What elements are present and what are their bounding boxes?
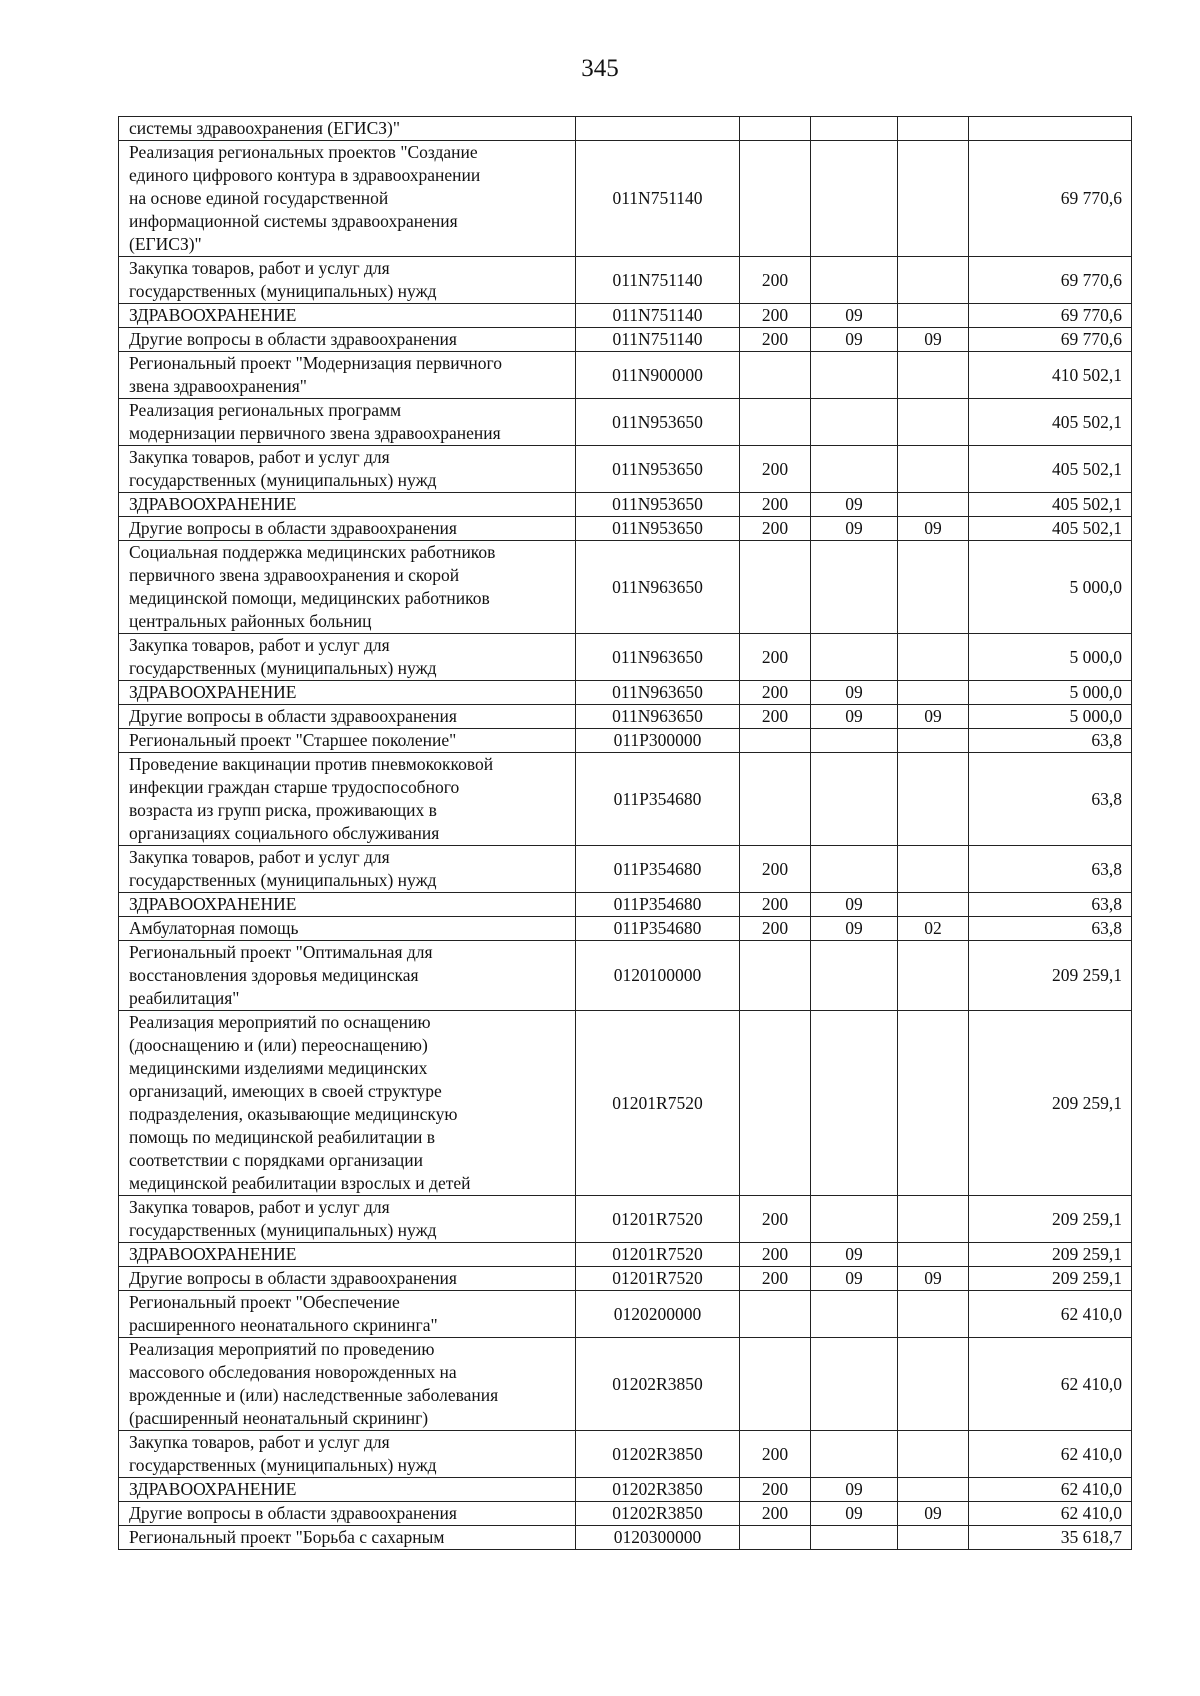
cell-subsection [898,1338,969,1431]
cell-name-line: Реализация мероприятий по проведению [129,1339,435,1359]
cell-name [119,846,576,893]
cell-subsection: 09 [898,1502,969,1526]
cell-name [119,1291,576,1338]
cell-section [811,634,898,681]
cell-subsection [898,1431,969,1478]
cell-section [811,1431,898,1478]
cell-name-line: центральных районных больниц [129,611,372,631]
cell-target-code: 011N953650 [576,493,740,517]
cell-target-code: 011N953650 [576,517,740,541]
cell-name-line: Другие вопросы в области здравоохранения [129,518,457,538]
cell-amount: 5 000,0 [969,705,1132,729]
cell-section [811,1338,898,1431]
cell-subsection [898,893,969,917]
cell-expense-type: 200 [740,517,811,541]
cell-name-line: ЗДРАВООХРАНЕНИЕ [129,894,297,914]
cell-name [119,1243,576,1267]
cell-name-line: Социальная поддержка медицинских работников [129,542,496,562]
table-row [119,1338,1132,1431]
cell-name-line: Реализация мероприятий по оснащению [129,1012,431,1032]
cell-target-code: 011N953650 [576,399,740,446]
table-row [119,846,1132,893]
cell-name [119,446,576,493]
cell-expense-type: 200 [740,1502,811,1526]
cell-target-code: 01202R3850 [576,1478,740,1502]
cell-name [119,541,576,634]
cell-target-code: 01201R7520 [576,1267,740,1291]
cell-name [119,1267,576,1291]
table-row [119,493,1132,517]
cell-subsection [898,352,969,399]
table-row [119,705,1132,729]
cell-amount: 69 770,6 [969,328,1132,352]
cell-name-line: государственных (муниципальных) нужд [129,870,437,890]
cell-expense-type [740,541,811,634]
table-row [119,117,1132,141]
cell-name [119,893,576,917]
cell-name [119,1011,576,1196]
cell-expense-type: 200 [740,1431,811,1478]
cell-target-code: 011N963650 [576,634,740,681]
cell-name [119,753,576,846]
cell-section [811,753,898,846]
cell-name-line: ЗДРАВООХРАНЕНИЕ [129,305,297,325]
cell-section [811,117,898,141]
cell-amount: 63,8 [969,753,1132,846]
cell-target-code: 011N963650 [576,681,740,705]
cell-subsection [898,1478,969,1502]
cell-section [811,846,898,893]
cell-name-line: модернизации первичного звена здравоохранения [129,423,501,443]
cell-name-line: (расширенный неонатальный скрининг) [129,1408,429,1428]
cell-subsection [898,846,969,893]
cell-subsection: 09 [898,1267,969,1291]
cell-section: 09 [811,493,898,517]
cell-subsection [898,1011,969,1196]
cell-name [119,1431,576,1478]
cell-name-line: Региональный проект "Старшее поколение" [129,730,457,750]
cell-target-code: 011N751140 [576,141,740,257]
cell-subsection: 02 [898,917,969,941]
cell-section: 09 [811,1502,898,1526]
cell-name-line: единого цифрового контура в здравоохранении [129,165,481,185]
cell-target-code: 01202R3850 [576,1431,740,1478]
cell-amount: 209 259,1 [969,1267,1132,1291]
table-row [119,941,1132,1011]
cell-subsection [898,493,969,517]
cell-name-line: Закупка товаров, работ и услуг для [129,258,390,278]
cell-name [119,352,576,399]
cell-name-line: системы здравоохранения (ЕГИСЗ)" [129,118,400,138]
cell-amount: 62 410,0 [969,1338,1132,1431]
cell-name-line: помощь по медицинской реабилитации в [129,1127,436,1147]
cell-name-line: государственных (муниципальных) нужд [129,281,437,301]
cell-expense-type: 200 [740,681,811,705]
table-row [119,541,1132,634]
cell-target-code: 011N900000 [576,352,740,399]
table-row [119,753,1132,846]
cell-section: 09 [811,681,898,705]
cell-name-line: восстановления здоровья медицинская [129,965,419,985]
table-row [119,257,1132,304]
cell-amount: 63,8 [969,893,1132,917]
cell-subsection [898,541,969,634]
table-row [119,1011,1132,1196]
cell-target-code: 011N751140 [576,257,740,304]
cell-section: 09 [811,917,898,941]
cell-name-line: возраста из групп риска, проживающих в [129,800,437,820]
table-row [119,328,1132,352]
cell-target-code: 01202R3850 [576,1502,740,1526]
table-row [119,1267,1132,1291]
table-row [119,634,1132,681]
table-row [119,517,1132,541]
cell-name-line: массового обследования новорожденных на [129,1362,457,1382]
cell-name-line: организациях социального обслуживания [129,823,440,843]
cell-expense-type [740,1291,811,1338]
cell-name-line: Реализация региональных проектов "Создание [129,142,478,162]
cell-expense-type: 200 [740,1243,811,1267]
cell-name-line: Другие вопросы в области здравоохранения [129,1503,457,1523]
table-row [119,352,1132,399]
cell-section [811,1291,898,1338]
cell-section [811,541,898,634]
cell-expense-type [740,1011,811,1196]
cell-name [119,1478,576,1502]
cell-section: 09 [811,1267,898,1291]
cell-name-line: Региональный проект "Оптимальная для [129,942,433,962]
cell-expense-type: 200 [740,304,811,328]
cell-name-line: информационной системы здравоохранения [129,211,458,231]
cell-target-code: 011N963650 [576,705,740,729]
cell-name-line: (дооснащению и (или) переоснащению) [129,1035,428,1055]
cell-expense-type: 200 [740,1267,811,1291]
cell-target-code: 0120200000 [576,1291,740,1338]
cell-section: 09 [811,1243,898,1267]
cell-target-code: 01202R3850 [576,1338,740,1431]
cell-name-line: подразделения, оказывающие медицинскую [129,1104,458,1124]
cell-name [119,117,576,141]
cell-amount: 405 502,1 [969,446,1132,493]
cell-name [119,1502,576,1526]
cell-target-code: 01201R7520 [576,1243,740,1267]
cell-name-line: первичного звена здравоохранения и скорой [129,565,460,585]
cell-name-line: Другие вопросы в области здравоохранения [129,329,457,349]
table-row [119,893,1132,917]
cell-name-line: ЗДРАВООХРАНЕНИЕ [129,1479,297,1499]
cell-expense-type [740,941,811,1011]
cell-subsection [898,257,969,304]
cell-name-line: Региональный проект "Обеспечение [129,1292,400,1312]
cell-name-line: реабилитация" [129,988,240,1008]
table-row [119,1431,1132,1478]
cell-subsection [898,399,969,446]
cell-amount: 410 502,1 [969,352,1132,399]
cell-name-line: ЗДРАВООХРАНЕНИЕ [129,494,297,514]
cell-expense-type: 200 [740,846,811,893]
cell-expense-type [740,117,811,141]
cell-name-line: врожденные и (или) наследственные заболевания [129,1385,499,1405]
cell-amount [969,117,1132,141]
cell-subsection [898,681,969,705]
cell-target-code: 011N953650 [576,446,740,493]
cell-expense-type: 200 [740,493,811,517]
cell-name-line: Реализация региональных программ [129,400,402,420]
cell-name-line: организаций, имеющих в своей структуре [129,1081,442,1101]
cell-target-code: 011N751140 [576,328,740,352]
budget-table-body [119,117,1132,1550]
cell-amount: 63,8 [969,917,1132,941]
cell-target-code: 011N963650 [576,541,740,634]
cell-amount: 5 000,0 [969,541,1132,634]
cell-name [119,1338,576,1431]
cell-name [119,141,576,257]
cell-expense-type: 200 [740,1478,811,1502]
cell-expense-type [740,753,811,846]
cell-name [119,917,576,941]
cell-subsection: 09 [898,517,969,541]
cell-section [811,257,898,304]
cell-section [811,1011,898,1196]
cell-amount: 69 770,6 [969,257,1132,304]
cell-name-line: звена здравоохранения" [129,376,307,396]
cell-name-line: на основе единой государственной [129,188,389,208]
cell-expense-type [740,352,811,399]
table-row [119,1291,1132,1338]
cell-expense-type: 200 [740,328,811,352]
cell-section: 09 [811,517,898,541]
cell-target-code: 011P354680 [576,846,740,893]
cell-name-line: Закупка товаров, работ и услуг для [129,1432,390,1452]
cell-amount: 209 259,1 [969,1243,1132,1267]
cell-name [119,257,576,304]
cell-name [119,729,576,753]
cell-subsection [898,1243,969,1267]
table-row [119,304,1132,328]
cell-expense-type: 200 [740,705,811,729]
cell-subsection [898,446,969,493]
cell-target-code: 01201R7520 [576,1196,740,1243]
cell-name-line: медицинской реабилитации взрослых и детей [129,1173,471,1193]
cell-subsection [898,141,969,257]
table-row [119,1243,1132,1267]
cell-section: 09 [811,893,898,917]
cell-name-line: государственных (муниципальных) нужд [129,470,437,490]
cell-target-code: 011P354680 [576,917,740,941]
table-row [119,1196,1132,1243]
cell-subsection [898,304,969,328]
cell-subsection [898,1526,969,1550]
table-row [119,399,1132,446]
cell-section [811,446,898,493]
cell-expense-type [740,729,811,753]
cell-amount: 405 502,1 [969,517,1132,541]
cell-section: 09 [811,304,898,328]
cell-name-line: Закупка товаров, работ и услуг для [129,847,390,867]
cell-name-line: ЗДРАВООХРАНЕНИЕ [129,682,297,702]
cell-subsection: 09 [898,705,969,729]
cell-name [119,517,576,541]
cell-name [119,328,576,352]
cell-subsection [898,1196,969,1243]
cell-amount: 62 410,0 [969,1502,1132,1526]
cell-amount: 209 259,1 [969,1011,1132,1196]
cell-name-line: (ЕГИСЗ)" [129,234,202,254]
cell-amount: 5 000,0 [969,634,1132,681]
cell-name [119,705,576,729]
cell-name [119,1196,576,1243]
cell-expense-type [740,1338,811,1431]
cell-amount: 62 410,0 [969,1291,1132,1338]
table-row [119,1478,1132,1502]
cell-name [119,941,576,1011]
cell-name-line: Другие вопросы в области здравоохранения [129,706,457,726]
cell-expense-type [740,141,811,257]
cell-subsection [898,634,969,681]
cell-amount: 35 618,7 [969,1526,1132,1550]
cell-subsection [898,753,969,846]
cell-name [119,304,576,328]
cell-target-code: 0120300000 [576,1526,740,1550]
table-row [119,729,1132,753]
cell-expense-type [740,1526,811,1550]
cell-name [119,493,576,517]
cell-name-line: Амбулаторная помощь [129,918,299,938]
cell-name [119,634,576,681]
cell-name-line: медицинской помощи, медицинских работников [129,588,490,608]
cell-expense-type: 200 [740,917,811,941]
cell-expense-type [740,399,811,446]
cell-amount: 62 410,0 [969,1431,1132,1478]
cell-name [119,399,576,446]
cell-section [811,141,898,257]
cell-expense-type: 200 [740,893,811,917]
cell-subsection [898,117,969,141]
cell-name-line: Закупка товаров, работ и услуг для [129,635,390,655]
cell-section: 09 [811,1478,898,1502]
page-number: 345 [581,55,619,82]
cell-name-line: Закупка товаров, работ и услуг для [129,447,390,467]
cell-section [811,399,898,446]
cell-subsection [898,941,969,1011]
cell-name [119,1526,576,1550]
cell-name-line: Региональный проект "Борьба с сахарным [129,1527,445,1547]
cell-amount: 405 502,1 [969,493,1132,517]
cell-amount: 209 259,1 [969,1196,1132,1243]
cell-target-code [576,117,740,141]
cell-name-line: расширенного неонатального скрининга" [129,1315,438,1335]
cell-name-line: государственных (муниципальных) нужд [129,1455,437,1475]
cell-target-code: 011P354680 [576,753,740,846]
cell-section [811,729,898,753]
cell-expense-type: 200 [740,1196,811,1243]
table-row [119,1502,1132,1526]
cell-expense-type: 200 [740,257,811,304]
cell-expense-type: 200 [740,446,811,493]
cell-target-code: 0120100000 [576,941,740,1011]
cell-amount: 5 000,0 [969,681,1132,705]
cell-amount: 69 770,6 [969,141,1132,257]
cell-name-line: ЗДРАВООХРАНЕНИЕ [129,1244,297,1264]
table-row [119,917,1132,941]
cell-section: 09 [811,705,898,729]
cell-subsection [898,1291,969,1338]
cell-name-line: государственных (муниципальных) нужд [129,658,437,678]
cell-target-code: 011N751140 [576,304,740,328]
cell-section [811,1526,898,1550]
cell-amount: 62 410,0 [969,1478,1132,1502]
table-row [119,681,1132,705]
cell-subsection: 09 [898,328,969,352]
cell-amount: 209 259,1 [969,941,1132,1011]
cell-target-code: 011P300000 [576,729,740,753]
cell-name-line: соответствии с порядками организации [129,1150,423,1170]
cell-name-line: государственных (муниципальных) нужд [129,1220,437,1240]
cell-section [811,352,898,399]
budget-table [118,116,1132,1550]
cell-subsection [898,729,969,753]
cell-amount: 63,8 [969,846,1132,893]
table-row [119,141,1132,257]
cell-name-line: инфекции граждан старше трудоспособного [129,777,460,797]
cell-name [119,681,576,705]
cell-section: 09 [811,328,898,352]
cell-section [811,1196,898,1243]
cell-name-line: Другие вопросы в области здравоохранения [129,1268,457,1288]
cell-target-code: 011P354680 [576,893,740,917]
cell-name-line: Проведение вакцинации против пневмококковой [129,754,494,774]
cell-name-line: Закупка товаров, работ и услуг для [129,1197,390,1217]
cell-amount: 405 502,1 [969,399,1132,446]
cell-amount: 69 770,6 [969,304,1132,328]
cell-target-code: 01201R7520 [576,1011,740,1196]
table-row [119,1526,1132,1550]
cell-expense-type: 200 [740,634,811,681]
cell-amount: 63,8 [969,729,1132,753]
cell-section [811,941,898,1011]
cell-name-line: Региональный проект "Модернизация первичного [129,353,502,373]
table-row [119,446,1132,493]
cell-name-line: медицинскими изделиями медицинских [129,1058,428,1078]
